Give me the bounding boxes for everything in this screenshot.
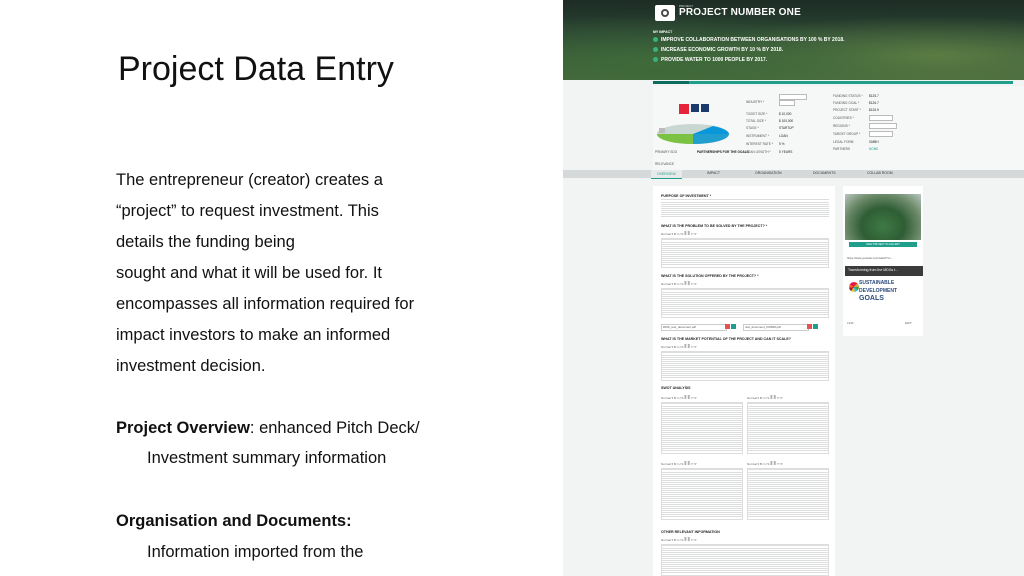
project-tabs bbox=[563, 170, 1024, 178]
ticket-size-value[interactable]: $ 10,000 bbox=[779, 112, 792, 116]
overview-heading: Project Overview bbox=[116, 419, 250, 437]
upload-file-icon[interactable] bbox=[731, 324, 736, 329]
funding-goal-label: FUNDING GOAL * bbox=[833, 101, 860, 105]
threats-editor[interactable] bbox=[747, 468, 829, 520]
other-editor[interactable] bbox=[661, 544, 829, 576]
upload-file-icon[interactable] bbox=[813, 324, 818, 329]
purpose-text bbox=[661, 199, 829, 219]
stage-label: STAGE * bbox=[746, 126, 759, 130]
partnerships-goal: PARTNERSHIPS FOR THE GOALS bbox=[697, 150, 749, 154]
sdg-wheel-icon bbox=[849, 282, 859, 292]
funding-goal-value: $126.7 bbox=[869, 101, 879, 105]
market-editor[interactable] bbox=[661, 351, 829, 381]
org-heading: Organisation and Documents: bbox=[116, 512, 352, 530]
tab-collab-room[interactable]: COLLAB ROOM bbox=[867, 171, 893, 175]
tab-impact[interactable]: IMPACT bbox=[707, 171, 720, 175]
progress-strip bbox=[653, 81, 1013, 84]
target-group-select[interactable] bbox=[869, 131, 893, 137]
partners-value[interactable]: NONE bbox=[869, 147, 879, 151]
editor-toolbar[interactable]: Normal ▾ B I U S ≣ ≣ ⚯ T̸ bbox=[661, 232, 696, 236]
body-line-2: “project” to request investment. This bbox=[116, 202, 379, 220]
overview-text-2: Investment summary information bbox=[147, 449, 387, 467]
project-title: PROJECT NUMBER ONE bbox=[679, 7, 801, 18]
interest-value[interactable]: 5 % bbox=[779, 142, 785, 146]
body-line-6: impact investors to make an informed bbox=[116, 326, 391, 344]
body-line-7: investment decision. bbox=[116, 357, 266, 375]
overview-line bbox=[116, 418, 420, 438]
org-text: Information imported from the bbox=[147, 543, 364, 561]
video-url-input[interactable]: https://www.youtube.com/watch?v=... bbox=[847, 256, 894, 260]
editor-toolbar[interactable]: Normal ▾ B I U S ≣ ≣ ⚯ T̸ bbox=[747, 396, 782, 400]
solution-editor[interactable] bbox=[661, 288, 829, 318]
impact-item: INCREASE ECONOMIC GROWTH BY 10 % BY 2018. bbox=[653, 47, 783, 53]
impact-item: PROVIDE WATER TO 1000 PEOPLE BY 2017. bbox=[653, 57, 767, 63]
editor-toolbar[interactable]: Normal ▾ B I U S ≣ ≣ ⚯ T̸ bbox=[747, 462, 782, 466]
editor-toolbar[interactable]: Normal ▾ B I U S ≣ ≣ ⚯ T̸ bbox=[661, 396, 696, 400]
side-footer-left[interactable]: LINK bbox=[847, 321, 854, 325]
sdg-logo: SUSTAINABLE DEVELOPMENT GOALS bbox=[859, 280, 898, 302]
project-hero-banner bbox=[563, 0, 1024, 80]
legal-form-value[interactable]: GMBH bbox=[869, 140, 879, 144]
industry-tag bbox=[779, 100, 795, 106]
editor-toolbar[interactable]: Normal ▾ B I U S ≣ ≣ ⚯ T̸ bbox=[661, 538, 696, 542]
industry-label: INDUSTRY * bbox=[746, 100, 765, 104]
media-sidebar bbox=[843, 186, 923, 336]
countries-select[interactable] bbox=[869, 115, 893, 121]
file-name-2: test_document_PdfMM.pdf bbox=[745, 325, 781, 329]
project-info-panel bbox=[653, 86, 1024, 170]
total-size-label: TOTAL SIZE * bbox=[746, 119, 766, 123]
primary-sdg-label: PRIMARY SDG bbox=[655, 150, 678, 154]
editor-toolbar[interactable]: Normal ▾ B I U S ≣ ≣ ⚯ T̸ bbox=[661, 282, 696, 286]
other-heading: OTHER RELEVANT INFORMATION bbox=[661, 530, 720, 534]
opportunities-editor[interactable] bbox=[661, 468, 743, 520]
file-name-1: DMS_test_document.pdf bbox=[663, 325, 697, 329]
delete-file-icon[interactable] bbox=[725, 324, 730, 329]
project-logo-icon bbox=[655, 5, 675, 21]
tab-overview[interactable]: OVERVIEW bbox=[651, 170, 682, 179]
purpose-heading: PURPOSE OF INVESTMENT * bbox=[661, 194, 712, 198]
weaknesses-editor[interactable] bbox=[747, 402, 829, 454]
overview-text: : enhanced Pitch Deck/ bbox=[249, 419, 420, 437]
market-heading: WHAT IS THE MARKET POTENTIAL OF THE PROJECT AND CAN IT SCALE? bbox=[661, 337, 791, 341]
project-start-label: PROJECT START * bbox=[833, 108, 861, 112]
problem-heading: WHAT IS THE PROBLEM TO BE SOLVED BY THE PROJECT? * bbox=[661, 224, 768, 228]
body-line-4: sought and what it will be used for. It bbox=[116, 264, 382, 282]
funding-status-value: $125.7 bbox=[869, 94, 879, 98]
swot-heading: SWOT ANALYSIS bbox=[661, 386, 691, 390]
impact-item: IMPROVE COLLABORATION BETWEEN ORGANISATIONS BY 100 % BY 2018. bbox=[653, 37, 845, 43]
ticket-size-label: TICKET SIZE * bbox=[746, 112, 768, 116]
regions-select[interactable] bbox=[869, 123, 897, 129]
overview-form bbox=[653, 186, 835, 576]
relevance-label: RELEVANCE bbox=[655, 162, 675, 166]
strengths-editor[interactable] bbox=[661, 402, 743, 454]
body-line-3: details the funding being bbox=[116, 233, 295, 251]
delete-file-icon[interactable] bbox=[807, 324, 812, 329]
video-title: Transforming from the MDGs t... bbox=[848, 268, 899, 272]
target-group-label: TARGET GROUP * bbox=[833, 132, 861, 136]
loan-length-label: LOAN LENGTH * bbox=[746, 150, 771, 154]
loan-length-value[interactable]: 5 YEARS bbox=[779, 150, 793, 154]
project-start-value: $126.9 bbox=[869, 108, 879, 112]
editor-toolbar[interactable]: Normal ▾ B I U S ≣ ≣ ⚯ T̸ bbox=[661, 462, 696, 466]
partners-label: PARTNERS bbox=[833, 147, 851, 151]
regions-label: REGIONS * bbox=[833, 124, 850, 128]
impact-dot-icon bbox=[653, 47, 658, 52]
stage-value[interactable]: STARTUP bbox=[779, 126, 794, 130]
tab-documents[interactable]: DOCUMENTS bbox=[813, 171, 836, 175]
problem-editor[interactable] bbox=[661, 238, 829, 268]
funding-status-label: FUNDING STATUS * bbox=[833, 94, 863, 98]
impact-label: MY IMPACT bbox=[653, 30, 673, 34]
countries-label: COUNTRIES * bbox=[833, 116, 854, 120]
side-footer-right[interactable]: EDIT bbox=[905, 321, 912, 325]
app-screenshot bbox=[563, 0, 1024, 576]
impact-dot-icon bbox=[653, 57, 658, 62]
instrument-label: INSTRUMENT * bbox=[746, 134, 769, 138]
body-line-1: The entrepreneur (creator) creates a bbox=[116, 171, 383, 189]
slide-title: Project Data Entry bbox=[118, 50, 394, 88]
solution-heading: WHAT IS THE SOLUTION OFFERED BY THE PROJECT? * bbox=[661, 274, 759, 278]
project-image bbox=[845, 194, 921, 240]
impact-dot-icon bbox=[653, 37, 658, 42]
total-size-value[interactable]: $ 100,000 bbox=[779, 119, 794, 123]
body-line-5: encompasses all information required for bbox=[116, 295, 415, 313]
hero-small-label: PROJECT bbox=[679, 4, 694, 8]
legal-form-label: LEGAL FORM bbox=[833, 140, 854, 144]
instrument-value[interactable]: LOAN bbox=[779, 134, 788, 138]
view-in-gallery-button[interactable]: VIEW PROJECT IN GALLERY bbox=[849, 242, 917, 247]
interest-label: INTEREST RATE * bbox=[746, 142, 773, 146]
editor-toolbar[interactable]: Normal ▾ B I U S ≣ ≣ ⚯ T̸ bbox=[661, 345, 696, 349]
tab-organisation[interactable]: ORGANISATION bbox=[755, 171, 782, 175]
video-embed[interactable] bbox=[845, 266, 923, 314]
